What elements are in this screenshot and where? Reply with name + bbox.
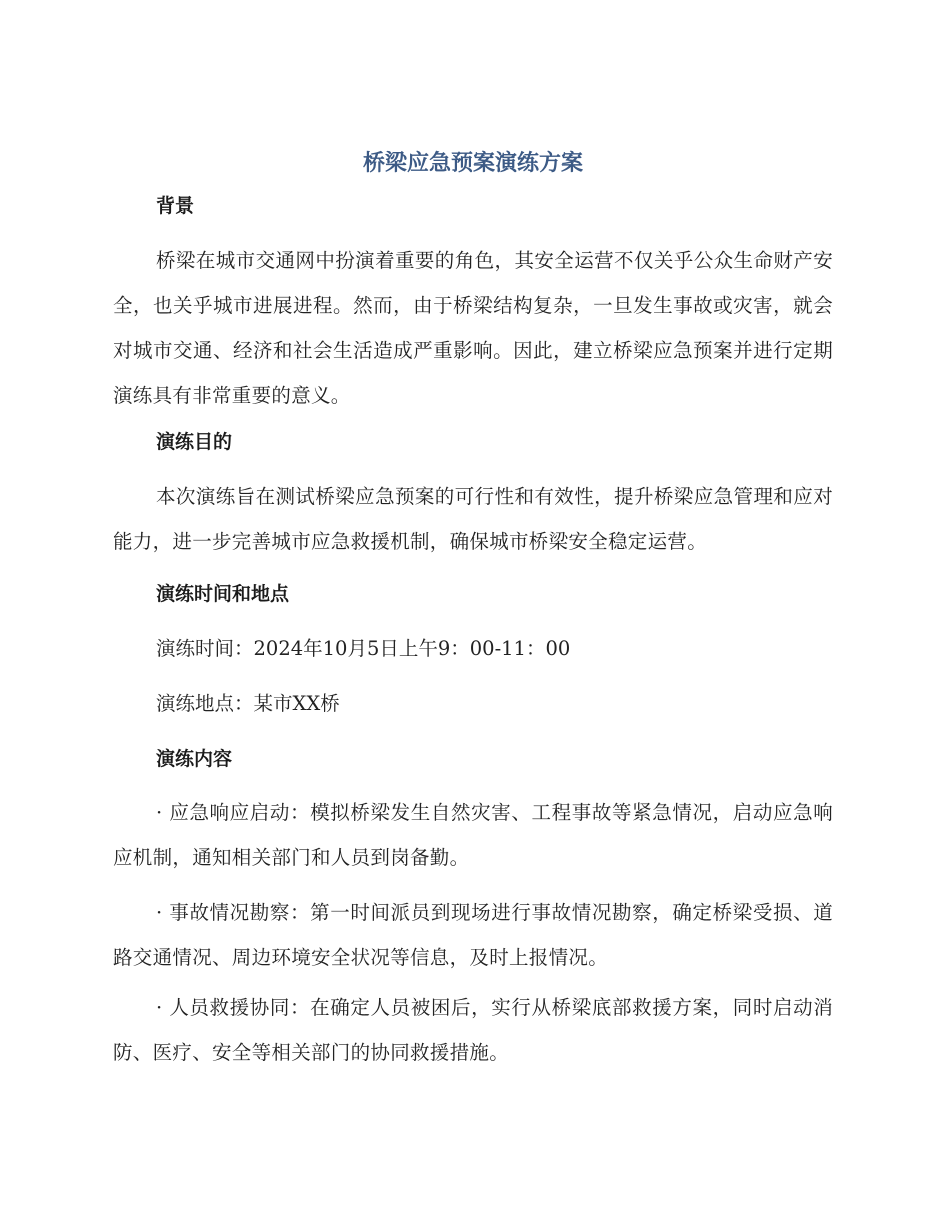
section-heading-purpose: 演练目的 (156, 431, 233, 453)
drill-place-line: 演练地点：某市XX桥 (156, 692, 340, 715)
section-heading-content: 演练内容 (156, 748, 233, 770)
background-paragraph: 桥梁在城市交通网中扮演着重要的角色，其安全运营不仅关乎公众生命财产安全，也关乎城市进展进程。然而，由于桥梁结构复杂，一旦发生事故或灾害，就会对城市交通、经济和社会生活造成严重影响。因此，建立桥梁应急预案并进行定期演练具有非常重要的意义。 (113, 249, 833, 407)
drill-time-line: 演练时间：2024年10月5日上午9：00-11：00 (156, 637, 571, 660)
section-heading-time-place: 演练时间和地点 (156, 583, 290, 605)
content-list-item: · 事故情况勘察：第一时间派员到现场进行事故情况勘察，确定桥梁受损、道路交通情况、周边环境安全状况等信息，及时上报情况。 (113, 901, 833, 969)
document-title: 桥梁应急预案演练方案 (362, 151, 583, 176)
content-list-item: · 应急响应启动：模拟桥梁发生自然灾害、工程事故等紧急情况，启动应急响应机制，通知相关部门和人员到岗备勤。 (113, 801, 833, 869)
section-heading-background: 背景 (156, 195, 195, 217)
content-list-item: · 人员救援协同：在确定人员被困后，实行从桥梁底部救援方案，同时启动消防、医疗、安全等相关部门的协同救援措施。 (113, 996, 833, 1064)
purpose-paragraph: 本次演练旨在测试桥梁应急预案的可行性和有效性，提升桥梁应急管理和应对能力，进一步完善城市应急救援机制，确保城市桥梁安全稳定运营。 (113, 485, 833, 553)
